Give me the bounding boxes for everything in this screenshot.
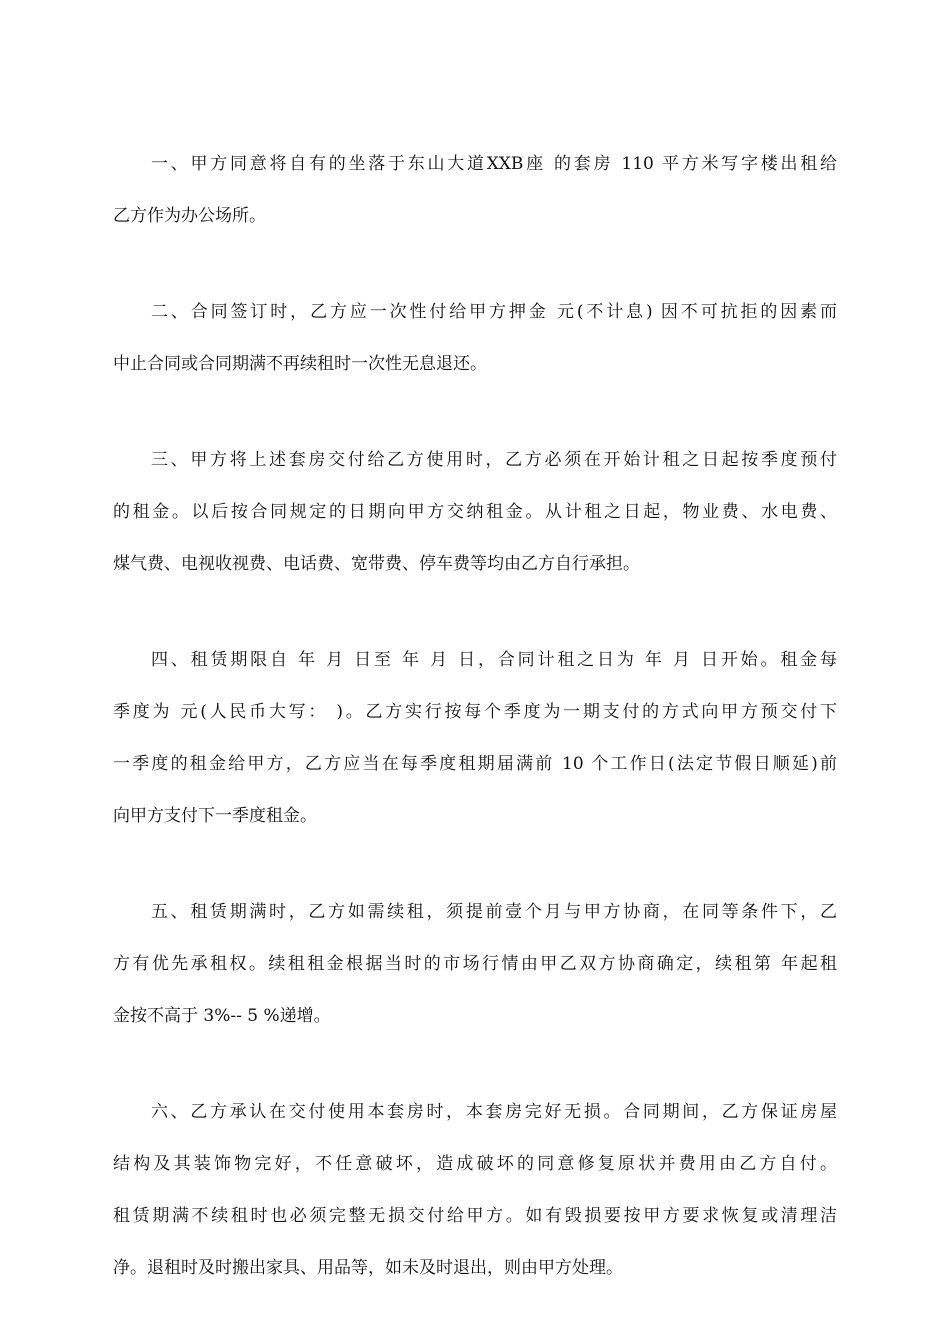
clause-3-line-2: 的租金。以后按合同规定的日期向甲方交纳租金。从计租之日起，物业费、水电费、 — [113, 502, 837, 522]
clause-4-line-2: 季度为 元(人民币大写： )。乙方实行按每个季度为一期支付的方式向甲方预交付下 — [113, 702, 837, 722]
clause-4 — [113, 644, 837, 833]
clause-6-line-1: 六、乙方承认在交付使用本套房时，本套房完好无损。合同期间，乙方保证房屋 — [151, 1102, 837, 1122]
clause-4-line-1: 四、租赁期限自 年 月 日至 年 月 日，合同计租之日为 年 月 日开始。租金每 — [151, 650, 837, 670]
clause-6 — [113, 1096, 837, 1285]
clause-6-line-4: 净。退租时及时搬出家具、用品等，如未及时退出，则由甲方处理。 — [113, 1258, 623, 1278]
clause-5 — [113, 896, 837, 1033]
clause-3-line-3: 煤气费、电视收视费、电话费、宽带费、停车费等均由乙方自行承担。 — [113, 554, 640, 574]
clause-5-line-3: 金按不高于 3%-- 5 %递增。 — [113, 1006, 331, 1026]
clause-5-line-1: 五、租赁期满时，乙方如需续租，须提前壹个月与甲方协商，在同等条件下，乙 — [151, 902, 837, 922]
clause-2-line-1: 二、合同签订时，乙方应一次性付给甲方押金 元(不计息) 因不可抗拒的因素而 — [151, 302, 837, 322]
clause-1 — [113, 148, 837, 233]
clause-3-line-1: 三、甲方将上述套房交付给乙方使用时，乙方必须在开始计租之日起按季度预付 — [151, 450, 837, 470]
clause-6-line-3: 租赁期满不续租时也必须完整无损交付给甲方。如有毁损要按甲方要求恢复或清理洁 — [113, 1206, 837, 1226]
clause-2-line-2: 中止合同或合同期满不再续租时一次性无息退还。 — [113, 354, 487, 374]
clause-5-line-2: 方有优先承租权。续租租金根据当时的市场行情由甲乙双方协商确定，续租第 年起租 — [113, 954, 837, 974]
clause-3 — [113, 444, 837, 581]
clause-1-line-1: 一、甲方同意将自有的坐落于东山大道XXB座 的套房 110 平方米写字楼出租给 — [151, 154, 837, 174]
clause-1-line-2: 乙方作为办公场所。 — [113, 206, 266, 226]
clause-4-line-4: 向甲方支付下一季度租金。 — [113, 806, 317, 826]
clause-4-line-3: 一季度的租金给甲方，乙方应当在每季度租期届满前 10 个工作日(法定节假日顺延)前 — [113, 754, 837, 774]
clause-6-line-2: 结构及其装饰物完好，不任意破坏，造成破坏的同意修复原状并费用由乙方自付。 — [113, 1154, 837, 1174]
clause-2 — [113, 296, 837, 381]
